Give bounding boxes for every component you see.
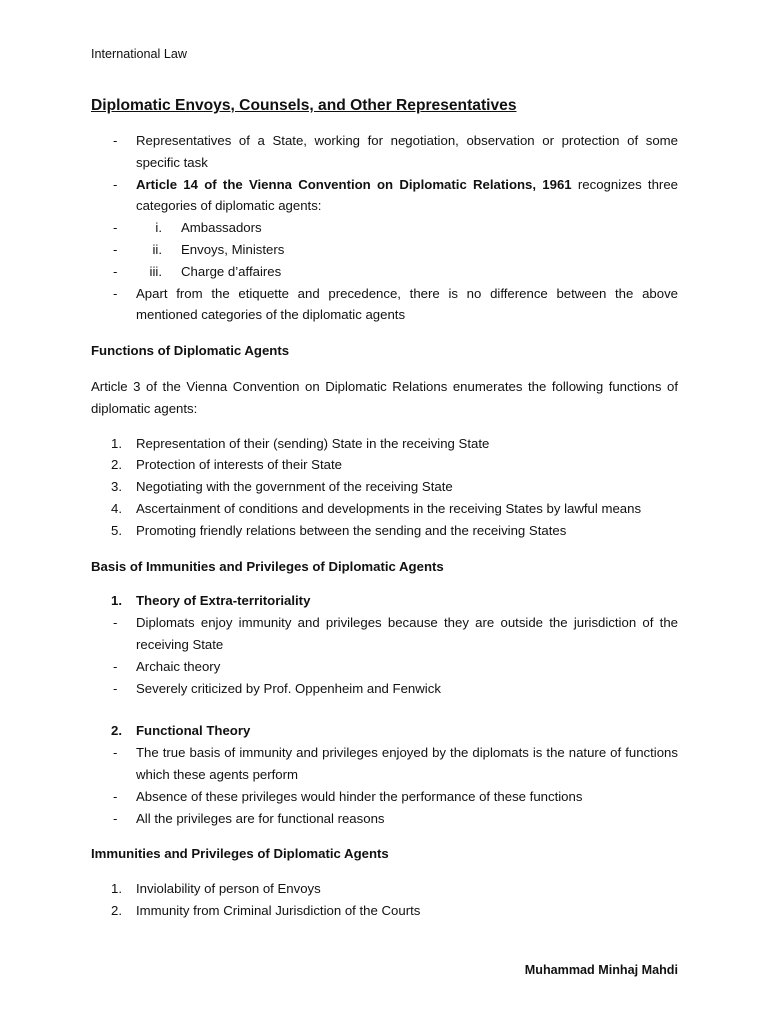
item-number: 4. [111, 500, 122, 516]
intro-list [91, 130, 678, 326]
list-item [91, 454, 678, 476]
section-heading-basis: Basis of Immunities and Privileges of Diplomatic Agents [91, 558, 444, 574]
item-text: Promoting friendly relations between the sending and the receiving States [136, 522, 567, 538]
section-heading-functions: Functions of Diplomatic Agents [91, 343, 290, 359]
list-item [91, 261, 678, 283]
item-number: 2. [111, 457, 122, 473]
theory-functional [91, 720, 678, 829]
theory-name: Functional Theory [136, 723, 251, 739]
item-number: 3. [111, 479, 122, 495]
category-label: Ambassadors [181, 220, 262, 236]
theory-title [91, 720, 678, 742]
theory-title [91, 590, 678, 612]
article-text: recognizes three categories of diplomatic agents: [136, 176, 678, 214]
item-text: Inviolability of person of Envoys [136, 881, 321, 897]
list-item [91, 476, 678, 498]
item-text: Negotiating with the government of the receiving State [136, 479, 453, 495]
list-item [91, 433, 678, 455]
article-reference: Article 14 of the Vienna Convention on Diplomatic Relations, 1961 [136, 176, 572, 192]
immunities-list [91, 878, 678, 922]
item-number: 2. [111, 902, 122, 918]
list-item: - Representatives of a State, working for negotiation, observation or protection of some specific task [91, 130, 678, 174]
item-number: 5. [111, 522, 122, 538]
item-number: 1. [111, 593, 122, 609]
theory-points [91, 612, 678, 699]
functions-list [91, 433, 678, 542]
list-item: - All the privileges are for functional reasons [91, 808, 678, 830]
list-item [91, 239, 678, 261]
category-label: Charge d’affaires [181, 263, 282, 279]
roman-numeral: - ii. [152, 241, 162, 257]
item-number: 2. [111, 723, 122, 739]
running-header: International Law [91, 47, 187, 61]
list-item [91, 878, 678, 900]
document-page [91, 44, 678, 922]
theory-extraterritoriality [91, 590, 678, 699]
item-text: Immunity from Criminal Jurisdiction of the Courts [136, 902, 421, 918]
roman-numeral: - iii. [149, 263, 162, 279]
list-item [91, 520, 678, 542]
list-item: - Diplomats enjoy immunity and privileges because they are outside the jurisdiction of the receiving State [91, 612, 678, 656]
category-list [91, 217, 678, 282]
section-heading-immunities: Immunities and Privileges of Diplomatic Agents [91, 846, 389, 862]
list-item: - Archaic theory [91, 656, 678, 678]
item-text: Representation of their (sending) State in the receiving State [136, 435, 490, 451]
functions-paragraph: Article 3 of the Vienna Convention on Diplomatic Relations enumerates the following functions of diplomatic agents: [91, 378, 678, 416]
category-label: Envoys, Ministers [181, 241, 285, 257]
document-title: Diplomatic Envoys, Counsels, and Other Representatives [91, 97, 517, 114]
list-item: - Absence of these privileges would hinder the performance of these functions [91, 786, 678, 808]
list-item: - Apart from the etiquette and precedence, there is no difference between the above mentioned categories of the diplomatic agents [91, 283, 678, 327]
author-footer: Muhammad Minhaj Mahdi [524, 963, 678, 977]
list-item [91, 498, 678, 520]
roman-numeral: - i. [155, 220, 162, 236]
item-number: 1. [111, 881, 122, 897]
theory-name: Theory of Extra-territoriality [136, 593, 311, 609]
list-item [91, 900, 678, 922]
item-text: Ascertainment of conditions and developments in the receiving States by lawful means [136, 500, 642, 516]
list-item [91, 217, 678, 239]
list-item: - The true basis of immunity and privileges enjoyed by the diplomats is the nature of functions which these agents perform [91, 742, 678, 786]
list-item [91, 174, 678, 283]
theory-points [91, 742, 678, 829]
list-item: - Severely criticized by Prof. Oppenheim and Fenwick [91, 678, 678, 700]
item-text: Protection of interests of their State [136, 457, 342, 473]
item-number: 1. [111, 435, 122, 451]
